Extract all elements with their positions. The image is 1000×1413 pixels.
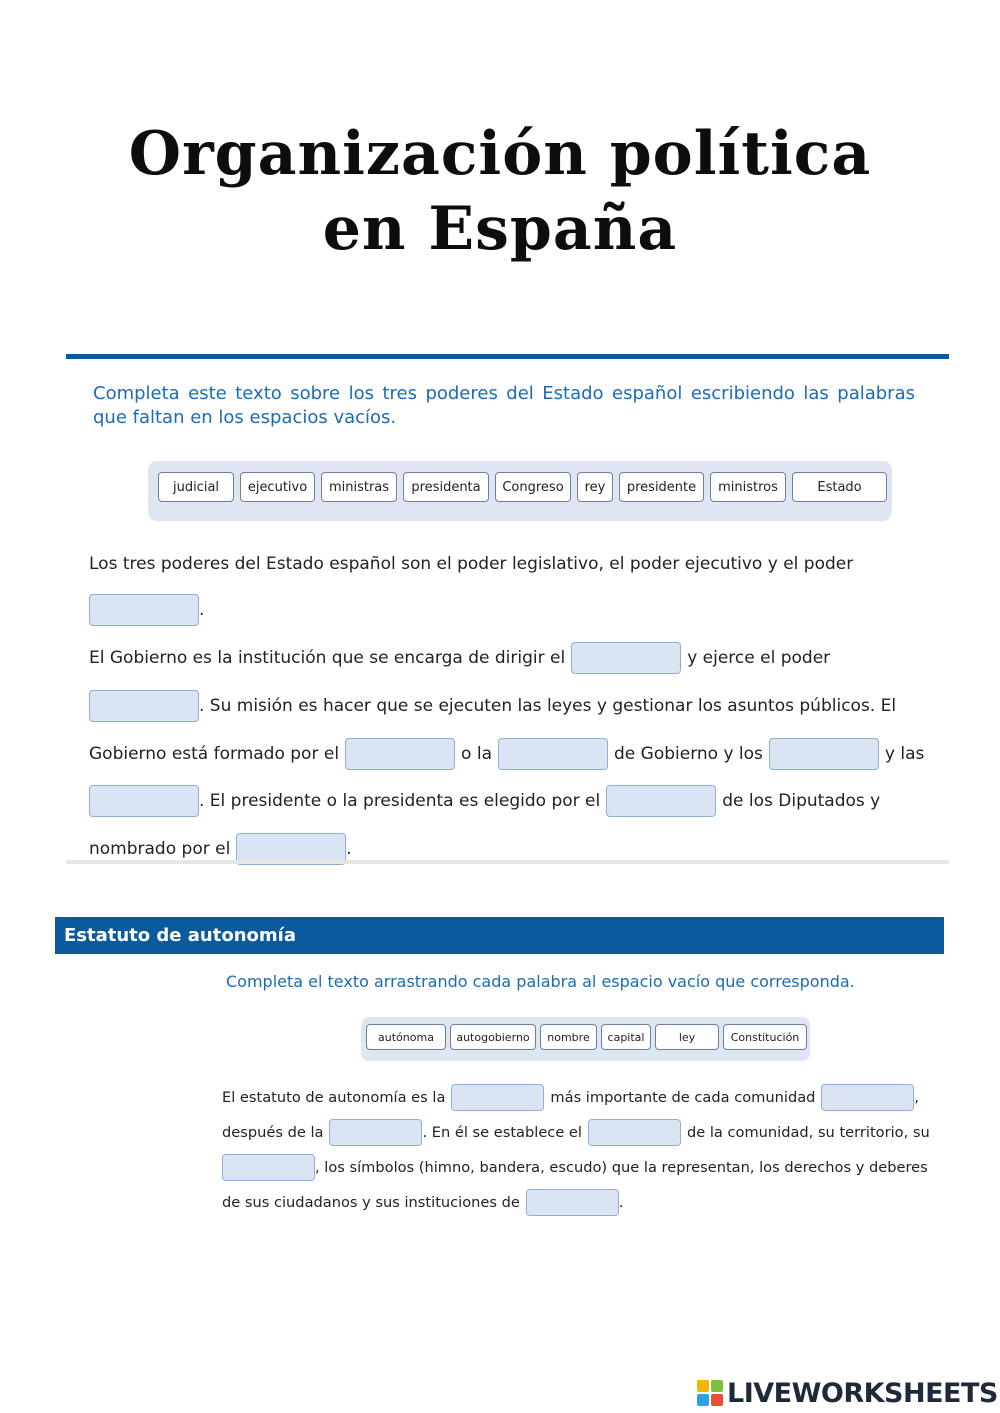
section-2-text-line bbox=[222, 1082, 919, 1112]
text-fragment: Gobierno está formado por el bbox=[89, 744, 340, 764]
text-fragment: después de la bbox=[222, 1123, 324, 1141]
answer-blank[interactable] bbox=[89, 690, 199, 722]
page-title-line-2: en España bbox=[322, 194, 678, 264]
text-fragment: . Su misión es hacer que se ejecuten las leyes y gestionar los asuntos públicos. El bbox=[199, 696, 897, 716]
word-chip[interactable]: rey bbox=[577, 472, 613, 502]
logo-tile bbox=[697, 1380, 709, 1392]
word-chip[interactable]: capital bbox=[601, 1024, 651, 1050]
word-chip[interactable]: Estado bbox=[792, 472, 887, 502]
answer-blank[interactable] bbox=[588, 1119, 681, 1146]
word-chip[interactable]: judicial bbox=[158, 472, 234, 502]
text-fragment: . bbox=[618, 1193, 624, 1211]
section-2-instruction: Completa el texto arrastrando cada palabra al espacio vacío que corresponda. bbox=[226, 972, 855, 991]
word-chip[interactable]: ministras bbox=[321, 472, 397, 502]
word-chip[interactable]: nombre bbox=[540, 1024, 597, 1050]
section-2-text-line bbox=[222, 1117, 930, 1147]
answer-blank[interactable] bbox=[498, 738, 608, 770]
word-chip[interactable]: ley bbox=[655, 1024, 719, 1050]
text-fragment: . El presidente o la presidenta es elegido por el bbox=[199, 791, 601, 811]
text-fragment: El estatuto de autonomía es la bbox=[222, 1088, 446, 1106]
text-fragment: nombrado por el bbox=[89, 839, 231, 859]
text-fragment: de la comunidad, su territorio, su bbox=[686, 1123, 930, 1141]
logo-tile bbox=[711, 1394, 723, 1406]
text-fragment: El Gobierno es la institución que se encarga de dirigir el bbox=[89, 648, 566, 668]
answer-blank[interactable] bbox=[329, 1119, 422, 1146]
section-1-word-bank bbox=[148, 461, 892, 521]
text-fragment: , bbox=[914, 1088, 920, 1106]
logo-text: LIVEWORKSHEETS bbox=[727, 1377, 998, 1409]
text-fragment: , los símbolos (himno, bandera, escudo) que la representan, los derechos y deberes bbox=[315, 1158, 928, 1176]
section-1-bottom-rule bbox=[66, 860, 949, 864]
liveworksheets-logo bbox=[697, 1377, 998, 1409]
answer-blank[interactable] bbox=[89, 594, 199, 626]
word-chip[interactable]: presidenta bbox=[403, 472, 489, 502]
section-1-text-line bbox=[89, 784, 880, 818]
section-1-text-line bbox=[89, 641, 830, 675]
word-chip[interactable]: Constitución bbox=[723, 1024, 807, 1050]
word-chip[interactable]: ejecutivo bbox=[240, 472, 315, 502]
text-fragment: . bbox=[346, 839, 352, 859]
section-1-text-line bbox=[89, 593, 204, 627]
answer-blank[interactable] bbox=[821, 1084, 914, 1111]
answer-blank[interactable] bbox=[451, 1084, 544, 1111]
text-fragment: de los Diputados y bbox=[722, 791, 881, 811]
answer-blank[interactable] bbox=[222, 1154, 315, 1181]
text-fragment: más importante de cada comunidad bbox=[550, 1088, 816, 1106]
answer-blank[interactable] bbox=[345, 738, 455, 770]
logo-tile bbox=[697, 1394, 709, 1406]
text-fragment: y ejerce el poder bbox=[687, 648, 831, 668]
text-fragment: de Gobierno y los bbox=[614, 744, 763, 764]
section-1-top-rule bbox=[66, 354, 949, 359]
page-title-line-1: Organización política bbox=[128, 119, 872, 189]
word-chip[interactable]: autónoma bbox=[366, 1024, 446, 1050]
logo-tile bbox=[711, 1380, 723, 1392]
text-fragment: . bbox=[199, 600, 205, 620]
answer-blank[interactable] bbox=[89, 785, 199, 817]
word-chip[interactable]: Congreso bbox=[495, 472, 571, 502]
section-2-word-bank bbox=[361, 1017, 810, 1061]
answer-blank[interactable] bbox=[526, 1189, 619, 1216]
section-2-header: Estatuto de autonomía bbox=[55, 917, 944, 954]
liveworksheets-logo-icon bbox=[697, 1380, 723, 1406]
word-chip[interactable]: autogobierno bbox=[450, 1024, 536, 1050]
text-fragment: o la bbox=[461, 744, 492, 764]
section-2-text-line bbox=[222, 1152, 928, 1182]
word-chip[interactable]: presidente bbox=[619, 472, 704, 502]
section-1-text-line bbox=[89, 689, 896, 723]
section-1-text-line bbox=[89, 547, 853, 581]
text-fragment: de sus ciudadanos y sus instituciones de bbox=[222, 1193, 520, 1211]
text-fragment: Los tres poderes del Estado español son el poder legislativo, el poder ejecutivo y el poder bbox=[89, 554, 854, 574]
answer-blank[interactable] bbox=[769, 738, 879, 770]
section-1-text-line bbox=[89, 737, 924, 771]
section-1-instruction: Completa este texto sobre los tres poderes del Estado español escribiendo las palabras que faltan en los espacios vacíos. bbox=[93, 383, 915, 428]
text-fragment: . En él se establece el bbox=[422, 1123, 582, 1141]
word-chip[interactable]: ministros bbox=[710, 472, 786, 502]
text-fragment: y las bbox=[884, 744, 925, 764]
answer-blank[interactable] bbox=[606, 785, 716, 817]
answer-blank[interactable] bbox=[571, 642, 681, 674]
section-2-text-line bbox=[222, 1187, 624, 1217]
